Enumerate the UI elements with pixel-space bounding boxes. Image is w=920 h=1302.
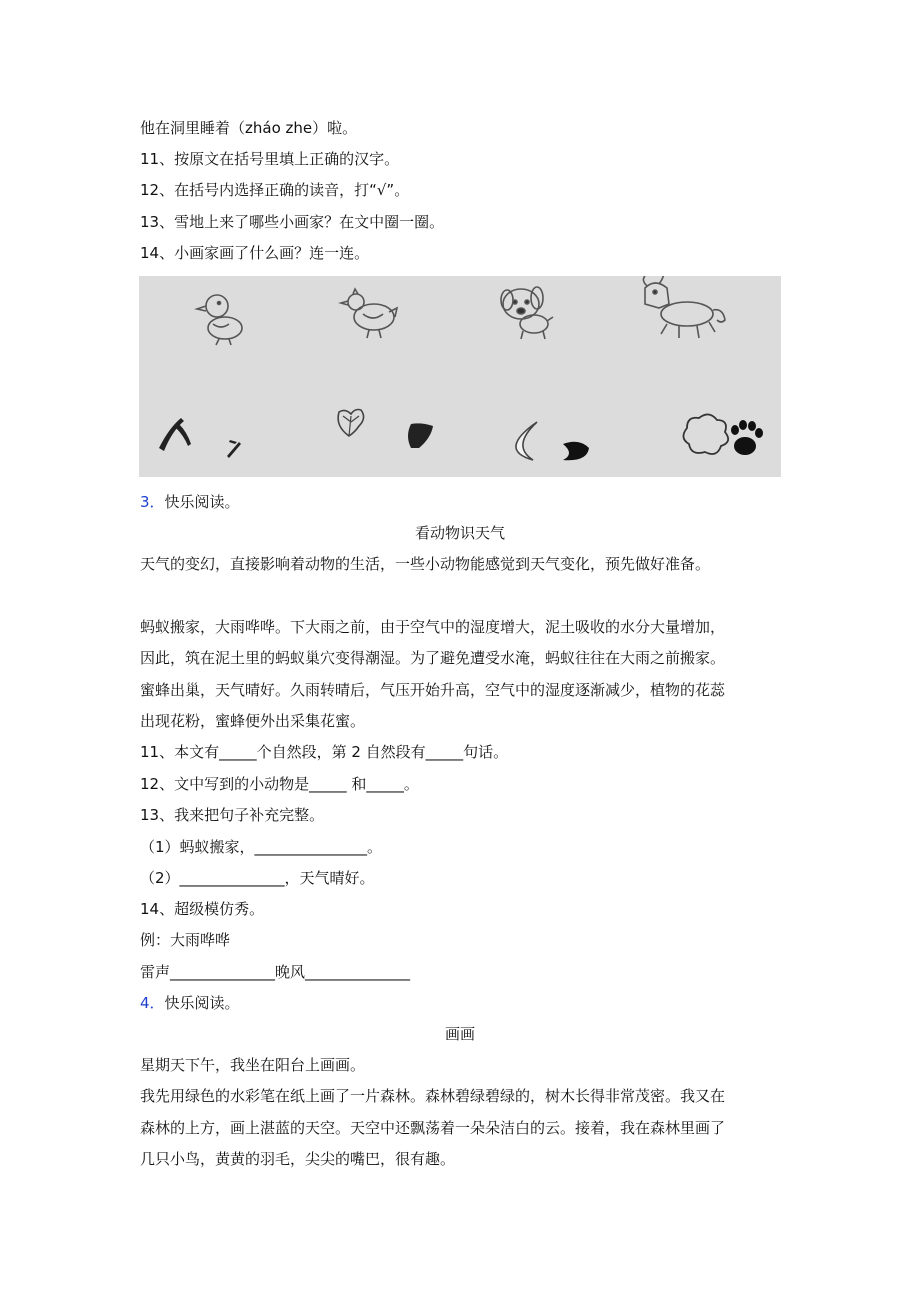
passage-paragraph: 天气的变幻，直接影响着动物的生活，一些小动物能感觉到天气变化，预先做好准备。 (140, 555, 711, 573)
question-12: 12、文中写到的小动物是_____ 和_____。 (140, 775, 419, 793)
question-14: 14、小画家画了什么画？连一连。 (140, 244, 370, 262)
passage-title: 看动物识天气 (414, 524, 505, 542)
section-label: 快乐阅读。 (164, 994, 240, 1012)
question-13: 13、我来把句子补充完整。 (140, 806, 325, 824)
question-13: 13、雪地上来了哪些小画家？在文中圈一圈。 (140, 213, 445, 231)
question-14: 14、超级模仿秀。 (140, 900, 265, 918)
section-4-heading (140, 993, 790, 1013)
chick-icon (341, 289, 397, 338)
maple-leaf-icon (338, 410, 433, 449)
passage-paragraph: 蜜蜂出巢，天气晴好。久雨转晴后，气压开始升高，空气中的湿度逐渐减少，植物的花蕊 (140, 681, 726, 699)
animal-footprint-figure (139, 276, 781, 477)
passage-paragraph: 因此，筑在泥土里的蚂蚁巢穴变得潮湿。为了避免遭受水淹，蚂蚁往往在大雨之前搬家。 (140, 649, 726, 667)
question-11: 11、按原文在括号里填上正确的汉字。 (140, 150, 400, 168)
bamboo-leaf-icon (159, 418, 241, 458)
passage-paragraph: 星期天下午，我坐在阳台上画画。 (140, 1056, 366, 1074)
passage-paragraph: 几只小鸟，黄黄的羽毛，尖尖的嘴巴，很有趣。 (140, 1150, 456, 1168)
imitation-line: 雷声______________晚风______________ (140, 963, 411, 981)
example-line: 例：大雨哗哗 (140, 931, 231, 949)
puppy-icon (501, 287, 553, 339)
section-3-heading (140, 492, 790, 512)
plum-flower-icon (683, 414, 763, 455)
duckling-icon (197, 295, 242, 345)
crescent-moon-icon (516, 422, 589, 460)
passage-paragraph: 出现花粉，蜜蜂便外出采集花蜜。 (140, 712, 366, 730)
question-12: 12、在括号内选择正确的读音，打“√”。 (140, 181, 410, 199)
question-line: 他在洞里睡着（zháo zhe）啦。 (140, 119, 358, 137)
passage-paragraph: 我先用绿色的水彩笔在纸上画了一片森林。森林碧绿碧绿的，树木长得非常茂密。我又在 (140, 1087, 726, 1105)
section-label: 快乐阅读。 (164, 493, 240, 511)
sub-question-2: （2）______________，天气晴好。 (140, 869, 375, 887)
passage-paragraph: 蚂蚁搬家，大雨哗哗。下大雨之前，由于空气中的湿度增大，泥土吸收的水分大量增加， (140, 618, 726, 636)
section-number: 3． (140, 493, 165, 511)
sub-question-1: （1）蚂蚁搬家，_______________。 (140, 838, 383, 856)
section-number: 4． (140, 994, 165, 1012)
question-11: 11、本文有_____个自然段，第 2 自然段有_____句话。 (140, 743, 509, 761)
passage-title: 画画 (444, 1025, 475, 1043)
pony-icon (643, 276, 725, 338)
passage-paragraph: 森林的上方，画上湛蓝的天空。天空中还飘荡着一朵朵洁白的云。接着，我在森林里画了 (140, 1119, 726, 1137)
